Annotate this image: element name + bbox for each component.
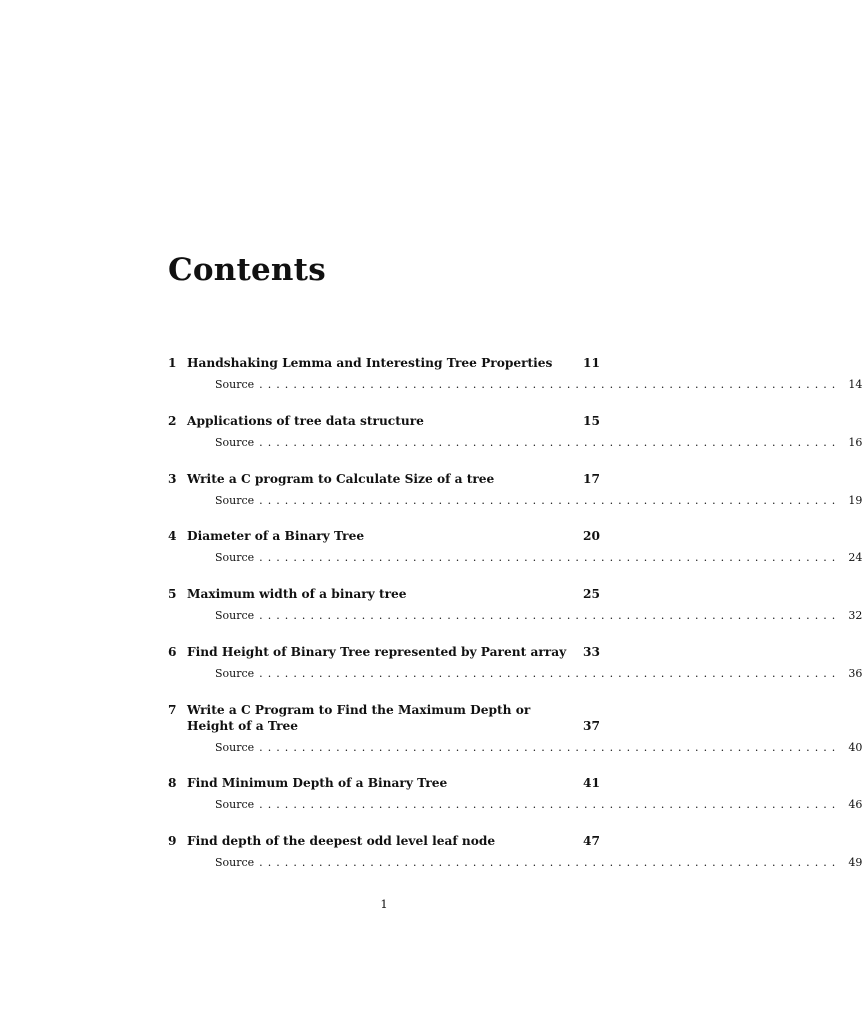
source-page-number: 14	[848, 378, 862, 391]
source-entry[interactable]	[215, 856, 862, 870]
chapter-title: Diameter of a Binary Tree	[187, 529, 365, 543]
chapter-page-number: 15	[583, 414, 600, 428]
chapter-heading[interactable]	[168, 644, 600, 660]
source-label: Source	[215, 436, 255, 449]
chapter-number: 8	[168, 776, 177, 790]
dot-leader: ....................................................................	[259, 667, 841, 680]
source-label: Source	[215, 551, 255, 564]
page-number: 1	[380, 897, 388, 911]
chapter-page-number: 11	[583, 356, 600, 370]
page-title: Contents	[168, 252, 326, 288]
source-page-number: 24	[848, 551, 862, 564]
source-entry[interactable]	[215, 551, 862, 565]
chapter-number: 3	[168, 472, 177, 486]
dot-leader: ....................................................................	[259, 798, 841, 811]
chapter-heading[interactable]	[168, 471, 600, 487]
source-page-number: 16	[848, 436, 862, 449]
toc-chapter	[168, 528, 862, 565]
source-label: Source	[215, 667, 255, 680]
source-label: Source	[215, 798, 255, 811]
source-label: Source	[215, 494, 255, 507]
dot-leader: ....................................................................	[259, 551, 841, 564]
source-page-number: 32	[848, 609, 862, 622]
chapter-title: Find depth of the deepest odd level leaf node	[187, 834, 496, 848]
chapter-heading[interactable]	[168, 528, 600, 544]
source-entry[interactable]	[215, 741, 862, 755]
source-entry[interactable]	[215, 667, 862, 681]
chapter-page-number: 37	[583, 719, 600, 733]
chapter-page-number: 41	[583, 776, 600, 790]
toc-chapter	[168, 833, 862, 870]
chapter-title: Applications of tree data structure	[187, 414, 424, 428]
source-entry[interactable]	[215, 494, 862, 508]
chapter-title: Maximum width of a binary tree	[187, 587, 407, 601]
source-entry[interactable]	[215, 798, 862, 812]
chapter-page-number: 17	[583, 472, 600, 486]
chapter-page-number: 20	[583, 529, 600, 543]
chapter-heading[interactable]	[168, 775, 600, 791]
dot-leader: ....................................................................	[259, 436, 841, 449]
chapter-heading[interactable]	[168, 702, 600, 734]
toc-chapter	[168, 702, 862, 755]
chapter-title: Find Minimum Depth of a Binary Tree	[187, 776, 448, 790]
dot-leader: ....................................................................	[259, 856, 841, 869]
chapter-page-number: 47	[583, 834, 600, 848]
dot-leader: ....................................................................	[259, 378, 841, 391]
source-entry[interactable]	[215, 436, 862, 450]
source-entry[interactable]	[215, 378, 862, 392]
chapter-heading[interactable]	[168, 413, 600, 429]
dot-leader: ....................................................................	[259, 741, 841, 754]
toc-chapter	[168, 355, 862, 392]
chapter-number: 5	[168, 587, 177, 601]
toc-chapter	[168, 471, 862, 508]
source-page-number: 49	[848, 856, 862, 869]
chapter-heading[interactable]	[168, 833, 600, 849]
toc-chapter	[168, 775, 862, 812]
chapter-number: 6	[168, 645, 177, 659]
chapter-number: 2	[168, 414, 177, 428]
source-label: Source	[215, 378, 255, 391]
chapter-heading[interactable]	[168, 586, 600, 602]
toc-chapter	[168, 413, 862, 450]
dot-leader: ....................................................................	[259, 494, 841, 507]
chapter-title: Find Height of Binary Tree represented by Parent array	[187, 645, 567, 659]
source-label: Source	[215, 609, 255, 622]
chapter-title: Write a C Program to Find the Maximum Depth or Height of a Tree	[187, 703, 531, 733]
chapter-number: 1	[168, 356, 177, 370]
source-label: Source	[215, 741, 255, 754]
table-of-contents	[168, 355, 862, 870]
chapter-page-number: 25	[583, 587, 600, 601]
source-page-number: 19	[848, 494, 862, 507]
chapter-page-number: 33	[583, 645, 600, 659]
dot-leader: ....................................................................	[259, 609, 841, 622]
chapter-title: Handshaking Lemma and Interesting Tree Properties	[187, 356, 553, 370]
source-label: Source	[215, 856, 255, 869]
source-page-number: 36	[848, 667, 862, 680]
chapter-number: 7	[168, 703, 177, 717]
source-page-number: 40	[848, 741, 862, 754]
toc-chapter	[168, 586, 862, 623]
chapter-heading[interactable]	[168, 355, 600, 371]
toc-chapter	[168, 644, 862, 681]
source-entry[interactable]	[215, 609, 862, 623]
source-page-number: 46	[848, 798, 862, 811]
chapter-number: 9	[168, 834, 177, 848]
chapter-title: Write a C program to Calculate Size of a tree	[187, 472, 495, 486]
chapter-number: 4	[168, 529, 177, 543]
